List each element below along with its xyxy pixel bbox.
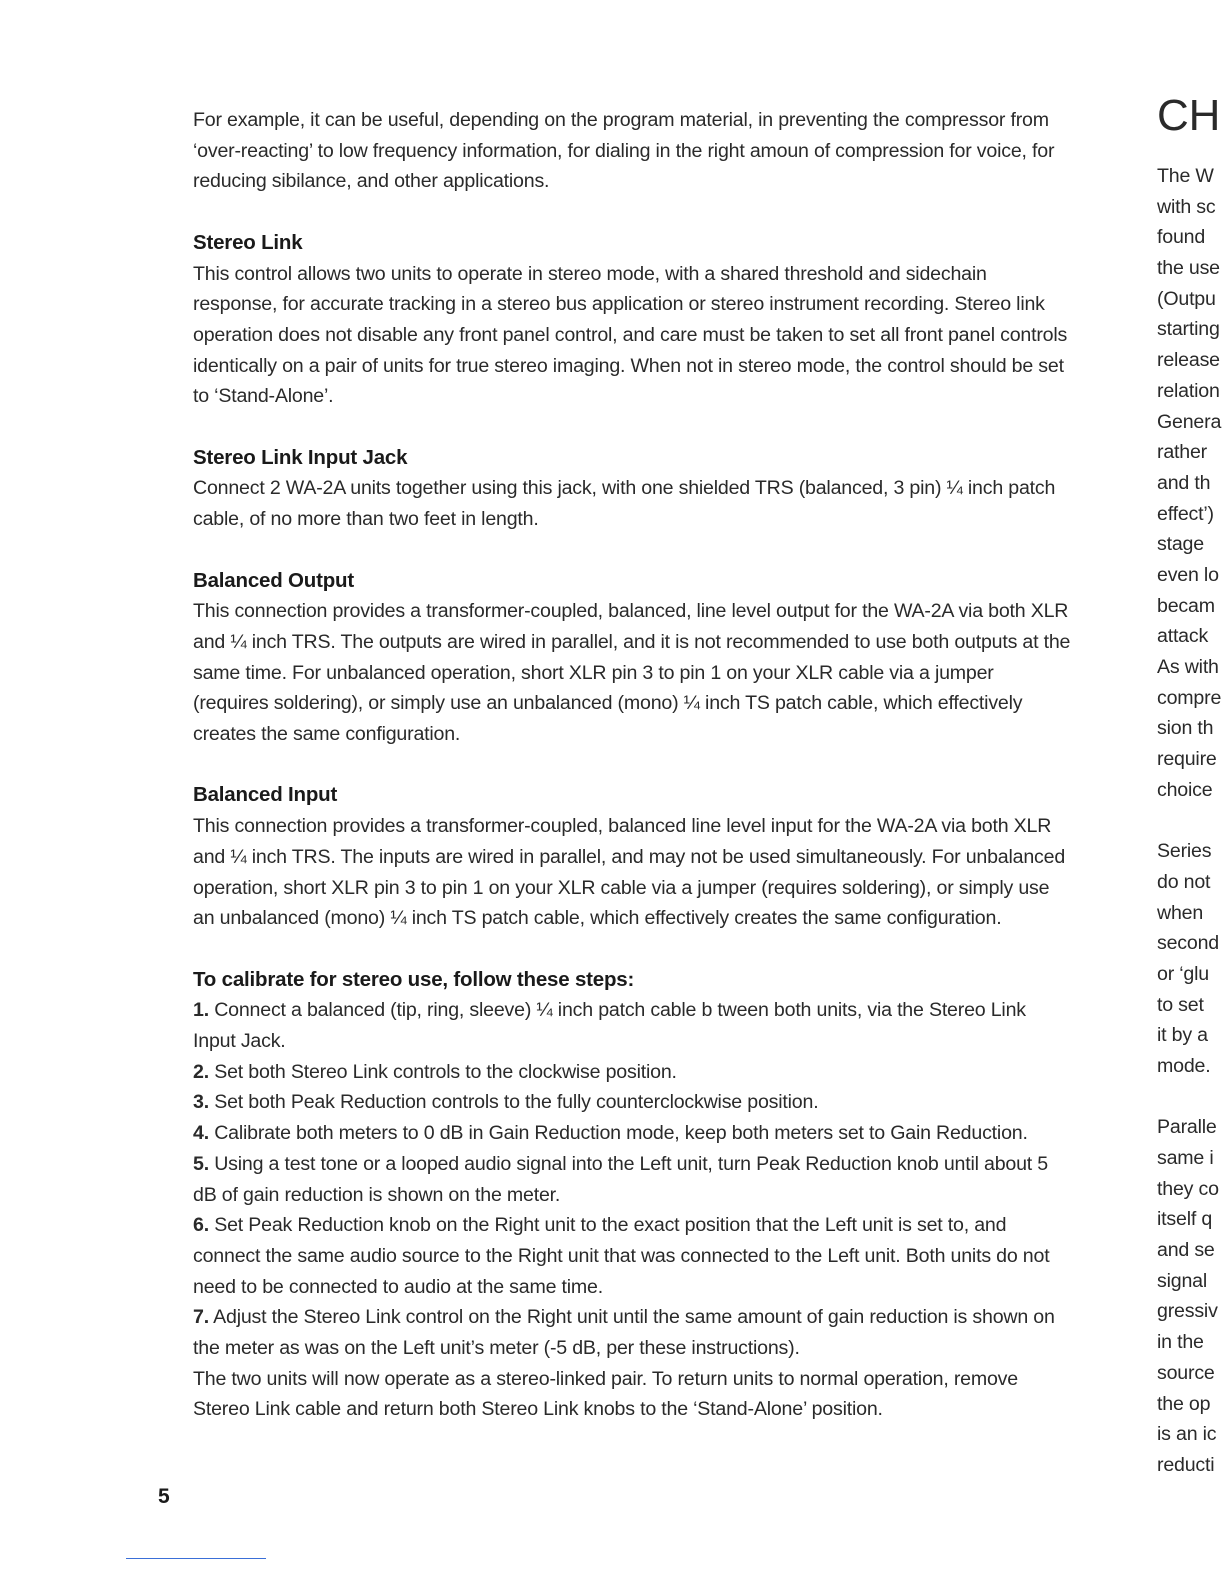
right-column-line: itself q	[1157, 1208, 1213, 1231]
step-text: Set both Stereo Link controls to the clockwise position.	[214, 1060, 677, 1083]
right-column-line: the use	[1157, 257, 1220, 280]
right-column-line: sion th	[1157, 717, 1214, 740]
step-number: 7.	[193, 1306, 209, 1329]
calibrate-closing: The two units will now operate as a stereo-linked pair. To return units to normal operation, remove Stereo Link cable and return both Stereo Link knobs to the ‘Stand-Alone’ position.	[193, 1367, 1018, 1421]
calibrate-step	[193, 1302, 1073, 1363]
intro-paragraph: For example, it can be useful, depending on the program material, in preventing the compressor from ‘over-reacting’ to low frequency information, for dialing in the right amoun of compression for voice, for reducing sibilance, and other applications.	[193, 109, 1055, 193]
calibrate-heading: To calibrate for stereo use, follow these steps:	[193, 967, 635, 991]
stereo-link-jack-heading: Stereo Link Input Jack	[193, 445, 408, 469]
right-column-line: compre	[1157, 686, 1222, 709]
calibrate-step	[193, 1149, 1073, 1210]
right-column-line: even lo	[1157, 563, 1219, 586]
step-text: Adjust the Stereo Link control on the Right unit until the same amount of gain reduction is shown on the meter as was on the Left unit’s meter (-5 dB, per these instructions).	[193, 1306, 1055, 1360]
right-column-line: mode.	[1157, 1054, 1211, 1077]
right-column-line: starting	[1157, 318, 1220, 341]
right-column-line: choice	[1157, 778, 1213, 801]
right-column-line: becam	[1157, 594, 1215, 617]
right-column	[1157, 92, 1224, 1481]
right-column-line: relation	[1157, 379, 1220, 402]
right-column-line: Genera	[1157, 410, 1222, 433]
right-column-line: stage	[1157, 533, 1204, 556]
balanced-input-body: This connection provides a transformer-coupled, balanced line level input for the WA-2A via both XLR and ¼ inch TRS. The inputs are wired in parallel, and may not be used simultaneously. For unbalanced operation, short XLR pin 3 to pin 1 on your XLR cable via a jumper (requires soldering), or simply use an unbalanced (mono) ¼ inch TS patch cable, which effectively creates the same configuration.	[193, 815, 1066, 930]
right-column-line: The W	[1157, 165, 1214, 187]
right-column-line: do not	[1157, 870, 1211, 893]
step-text: Set Peak Reduction knob on the Right unit to the exact position that the Left unit is set to, and connect the same audio source to the Right unit that was connected to the Left unit. Both units do not need to be connected to audio at the same time.	[193, 1214, 1050, 1298]
right-column-line: and se	[1157, 1239, 1215, 1262]
balanced-output-body: This connection provides a transformer-coupled, balanced, line level output for the WA-2A via both XLR and ¼ inch TRS. The outputs are wired in parallel, and it is not recommended to use both outputs at the same time. For unbalanced operation, short XLR pin 3 to pin 1 on your XLR cable via a jumper (requires soldering), or simply use an unbalanced (mono) ¼ inch TS patch cable, which effectively creates the same configuration.	[193, 600, 1071, 746]
page-number: 5	[158, 1485, 170, 1508]
step-text: Connect a balanced (tip, ring, sleeve) ¼ inch patch cable b tween both units, via the Stereo Link Input Jack.	[193, 999, 1026, 1053]
stereo-link-jack-body: Connect 2 WA-2A units together using this jack, with one shielded TRS (balanced, 3 pin) ¼ inch patch cable, of no more than two feet in length.	[193, 477, 1056, 531]
right-column-line: in the	[1157, 1331, 1204, 1354]
footer-rule	[126, 1558, 266, 1559]
right-column-line: it by a	[1157, 1024, 1208, 1047]
right-column-line: second	[1157, 932, 1219, 955]
step-text: Set both Peak Reduction controls to the fully counterclockwise position.	[214, 1091, 819, 1114]
step-number: 2.	[193, 1060, 209, 1083]
right-column-line	[1157, 1082, 1224, 1113]
right-column-line: they co	[1157, 1177, 1219, 1200]
step-number: 1.	[193, 999, 209, 1022]
right-column-line: reducti	[1157, 1453, 1215, 1476]
right-column-line: require	[1157, 748, 1217, 771]
step-number: 6.	[193, 1214, 209, 1237]
right-column-line: is an ic	[1157, 1423, 1217, 1446]
right-column-line: signal	[1157, 1269, 1207, 1292]
right-column-line: found	[1157, 226, 1206, 249]
left-column	[193, 105, 1073, 1425]
stereo-link-heading: Stereo Link	[193, 230, 303, 254]
step-text: Calibrate both meters to 0 dB in Gain Reduction mode, keep both meters set to Gain Reduction.	[214, 1122, 1028, 1145]
step-text: Using a test tone or a looped audio signal into the Left unit, turn Peak Reduction knob until about 5 dB of gain reduction is shown on the meter.	[193, 1152, 1048, 1206]
right-column-line: Series	[1157, 840, 1212, 863]
calibrate-step	[193, 1118, 1073, 1149]
calibrate-step	[193, 1210, 1073, 1302]
right-column-line: Paralle	[1157, 1116, 1217, 1139]
right-column-line: same i	[1157, 1147, 1214, 1169]
right-column-line: (Outpu	[1157, 287, 1216, 310]
right-column-line: when	[1157, 901, 1204, 924]
right-column-line	[1157, 805, 1224, 836]
calibrate-step	[193, 1087, 1073, 1118]
balanced-output-heading: Balanced Output	[193, 568, 355, 592]
right-column-line: source	[1157, 1361, 1215, 1384]
right-column-line: gressiv	[1157, 1300, 1218, 1323]
right-column-line: release	[1157, 349, 1220, 372]
right-column-line: effect’)	[1157, 502, 1214, 525]
right-column-line: and th	[1157, 471, 1211, 494]
step-number: 5.	[193, 1152, 209, 1175]
right-column-line: As with	[1157, 656, 1219, 678]
right-column-lines	[1157, 161, 1224, 1481]
right-column-line: the op	[1157, 1392, 1211, 1415]
right-column-line: with sc	[1157, 195, 1216, 218]
right-column-line: to set	[1157, 993, 1204, 1016]
right-column-line: attack	[1157, 625, 1209, 648]
stereo-link-body: This control allows two units to operate in stereo mode, with a shared threshold and sidechain response, for accurate tracking in a stereo bus application or stereo instrument recording. Stereo link operation does not disable any front panel control, and care must be taken to set all front panel controls identically on a pair of units for true stereo imaging. When not in stereo mode, the control should be set to ‘Stand-Alone’.	[193, 262, 1068, 408]
calibrate-step	[193, 995, 1073, 1056]
balanced-input-heading: Balanced Input	[193, 783, 338, 807]
step-number: 4.	[193, 1122, 209, 1145]
step-number: 3.	[193, 1091, 209, 1114]
chapter-title: CH	[1157, 92, 1221, 140]
calibrate-step	[193, 1057, 1073, 1088]
right-column-line: rather	[1157, 441, 1207, 464]
right-column-line: or ‘glu	[1157, 962, 1209, 985]
